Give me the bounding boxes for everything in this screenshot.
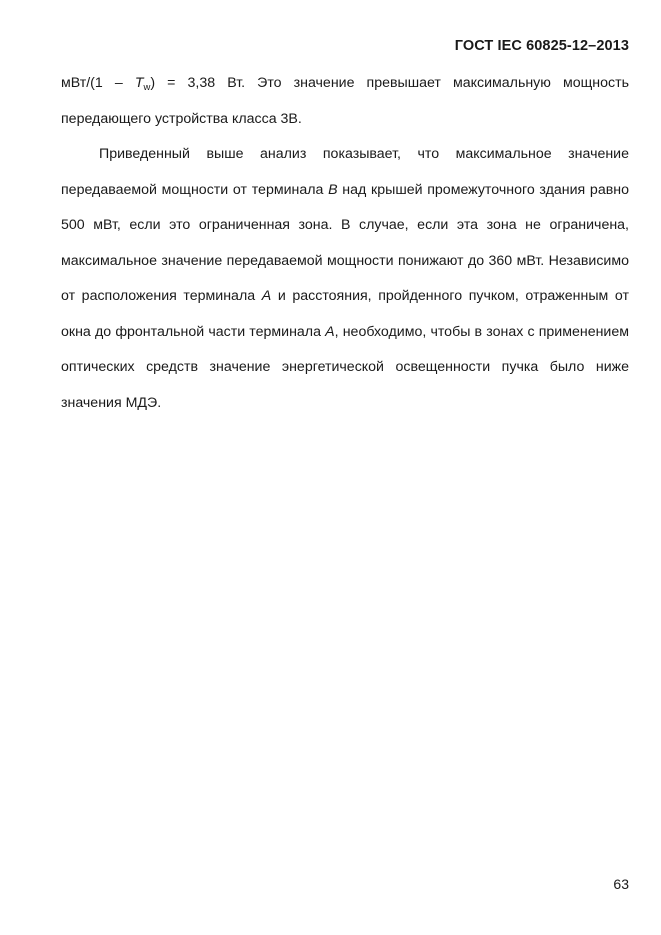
document-body bbox=[61, 66, 629, 421]
page-number: 63 bbox=[613, 876, 629, 892]
p1-subscript-w: w bbox=[143, 82, 151, 93]
p2-text-c: и расстояния, пройденного пучком, отраженным от окна до фронтальной части терминала bbox=[61, 288, 629, 340]
paragraph-2 bbox=[61, 137, 629, 421]
p1-text-pre: мВт/(1 – bbox=[61, 75, 135, 91]
document-header bbox=[455, 38, 629, 54]
p2-text-d: , необходимо, чтобы в зонах с применением оптических средств значение энергетической освещенности пучка было ниже значения МДЭ. bbox=[61, 323, 629, 411]
p2-terminal-B: B bbox=[328, 181, 338, 198]
p2-text-b: над крышей промежуточного здания равно 500 мВт, если это ограниченная зона. В случае, если эта зона не ограничена, максимальное значение передаваемой мощности понижают до 360 мВт. Независимо от расположения терминала bbox=[61, 181, 629, 304]
p1-text-post: ) = 3,38 Вт. Это значение превышает максимальную мощность передающего устройства класса 3В. bbox=[61, 75, 629, 127]
p2-text-a: Приведенный выше анализ показывает, что максимальное значение передаваемой мощности от терминала bbox=[61, 146, 629, 198]
p2-terminal-A: A bbox=[261, 288, 272, 304]
p1-variable-T: T bbox=[134, 75, 144, 91]
standard-id: ГОСТ IEC 60825-12–2013 bbox=[454, 38, 629, 54]
paragraph-1 bbox=[61, 66, 629, 137]
p2-terminal-A-second: A bbox=[325, 323, 335, 340]
